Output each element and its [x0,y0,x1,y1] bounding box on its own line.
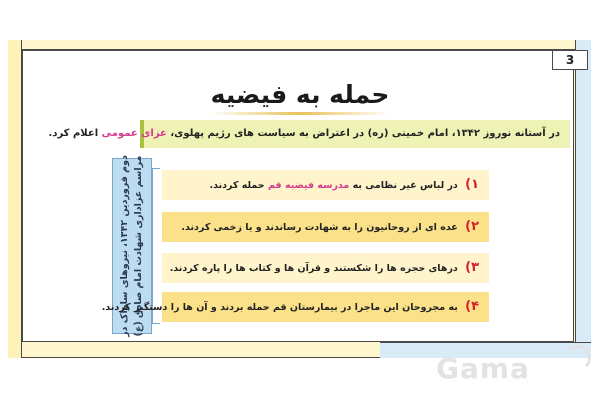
page-number: 3 [552,50,588,70]
item-text: درهای حجره ها را شکستند و قرآن ها و کتاب ها را پاره کردند. [169,263,458,274]
item-text: عده ای از روحانیون را به شهادت رساندند و یا زخمی کردند. [181,222,458,233]
item-number: ۴) [465,299,479,314]
item-text-before: در لباس غیر نظامی به [352,180,458,191]
intro-text-before: در آستانه نوروز ۱۳۴۲، امام خمینی (ره) در اعتراض به سیاست های رژیم پهلوی، [170,128,560,139]
intro-banner [48,120,570,148]
list-item [162,170,489,200]
watermark-arc-icon [565,345,591,371]
item-highlight: مدرسه فیضیه قم [267,180,350,191]
side-label-line2: مراسم عزاداری شهادت امام صادق (ع) [133,155,145,337]
item-number: ۲) [465,219,479,234]
intro-highlight: عزای عمومی [101,128,167,139]
page-title: حمله به فیضیه [210,80,390,109]
side-label-line1: دوم فروردین ۱۳۴۲، نیروهای ساواک در [119,155,131,337]
item-text: به مجروحان این ماجرا در بیمارستان قم حمله بردند و آن ها را دستگیر کردند. [101,302,458,313]
title-underline [210,112,390,115]
frame-top-strip [22,40,575,50]
list-item [162,212,489,242]
watermark-logo: Gama [436,352,530,385]
list-item [162,253,489,283]
intro-text-after: اعلام کرد. [48,128,99,139]
item-number: ۱) [465,177,479,192]
item-number: ۳) [465,260,479,275]
item-text-after: حمله کردند. [209,180,265,191]
list-item [101,292,489,322]
